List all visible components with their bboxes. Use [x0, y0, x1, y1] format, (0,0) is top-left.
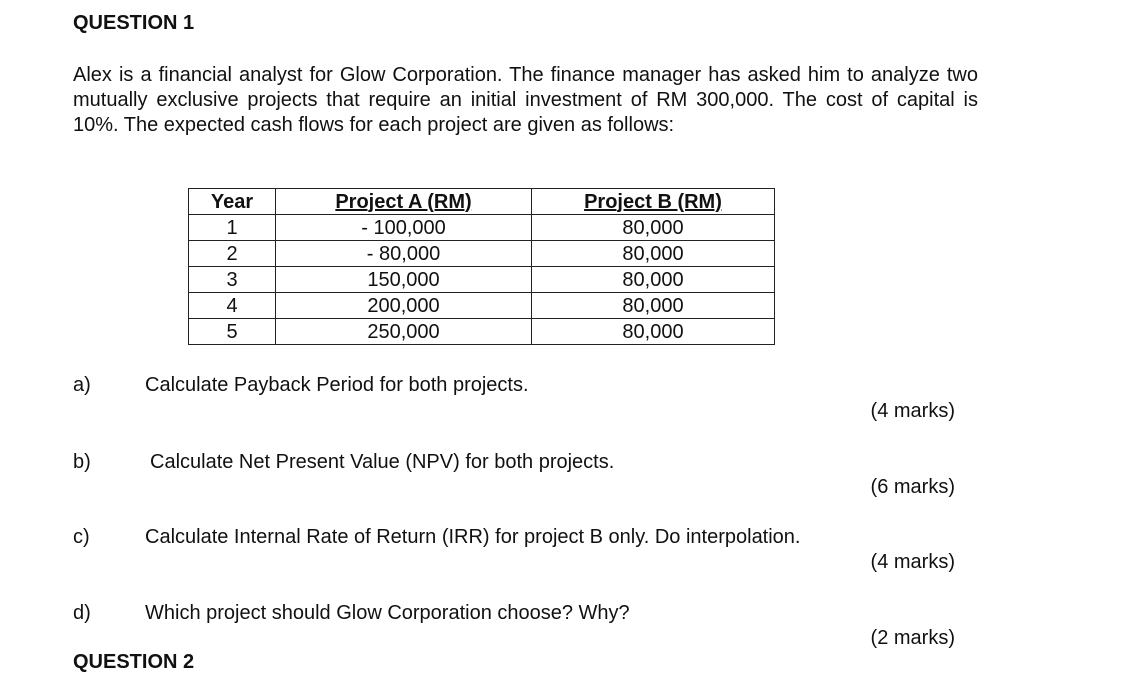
header-project-b: Project B (RM) [532, 189, 775, 215]
cell-project-b: 80,000 [532, 319, 775, 345]
table-row [189, 241, 775, 267]
part-d-text: Which project should Glow Corporation choose? Why? [145, 602, 630, 624]
cell-year: 2 [189, 241, 276, 267]
table-row [189, 293, 775, 319]
part-a-marks: (4 marks) [870, 400, 955, 422]
table-row [189, 215, 775, 241]
part-b-marks: (6 marks) [870, 476, 955, 498]
part-a-text: Calculate Payback Period for both projects. [145, 374, 529, 396]
table-header-row [189, 189, 775, 215]
header-project-a: Project A (RM) [276, 189, 532, 215]
cell-project-b: 80,000 [532, 215, 775, 241]
question-2-title: QUESTION 2 [73, 651, 195, 673]
cell-project-b: 80,000 [532, 267, 775, 293]
cell-year: 3 [189, 267, 276, 293]
part-b-letter: b) [73, 451, 91, 473]
cell-year: 1 [189, 215, 276, 241]
part-c-marks: (4 marks) [870, 551, 955, 573]
header-year: Year [189, 189, 276, 215]
cell-year: 5 [189, 319, 276, 345]
part-b-text: Calculate Net Present Value (NPV) for both projects. [150, 451, 615, 473]
cell-project-a: 150,000 [276, 267, 532, 293]
cell-project-a: - 100,000 [276, 215, 532, 241]
part-c-letter: c) [73, 526, 90, 548]
part-d-letter: d) [73, 602, 91, 624]
cell-project-b: 80,000 [532, 241, 775, 267]
cell-project-a: - 80,000 [276, 241, 532, 267]
table-row [189, 319, 775, 345]
cash-flow-table [188, 188, 775, 345]
question-1-intro: Alex is a financial analyst for Glow Corporation. The finance manager has asked him to analyze two mutually exclusive projects that require an initial investment of RM 300,000. The cost of capital is 10%. The expected cash flows for each project are given as follows: [73, 64, 978, 136]
cell-year: 4 [189, 293, 276, 319]
cell-project-b: 80,000 [532, 293, 775, 319]
part-c-text: Calculate Internal Rate of Return (IRR) for project B only. Do interpolation. [145, 526, 801, 548]
part-d-marks: (2 marks) [870, 627, 955, 649]
part-a-letter: a) [73, 374, 91, 396]
cell-project-a: 200,000 [276, 293, 532, 319]
table-row [189, 267, 775, 293]
question-1-title: QUESTION 1 [73, 12, 195, 34]
cell-project-a: 250,000 [276, 319, 532, 345]
